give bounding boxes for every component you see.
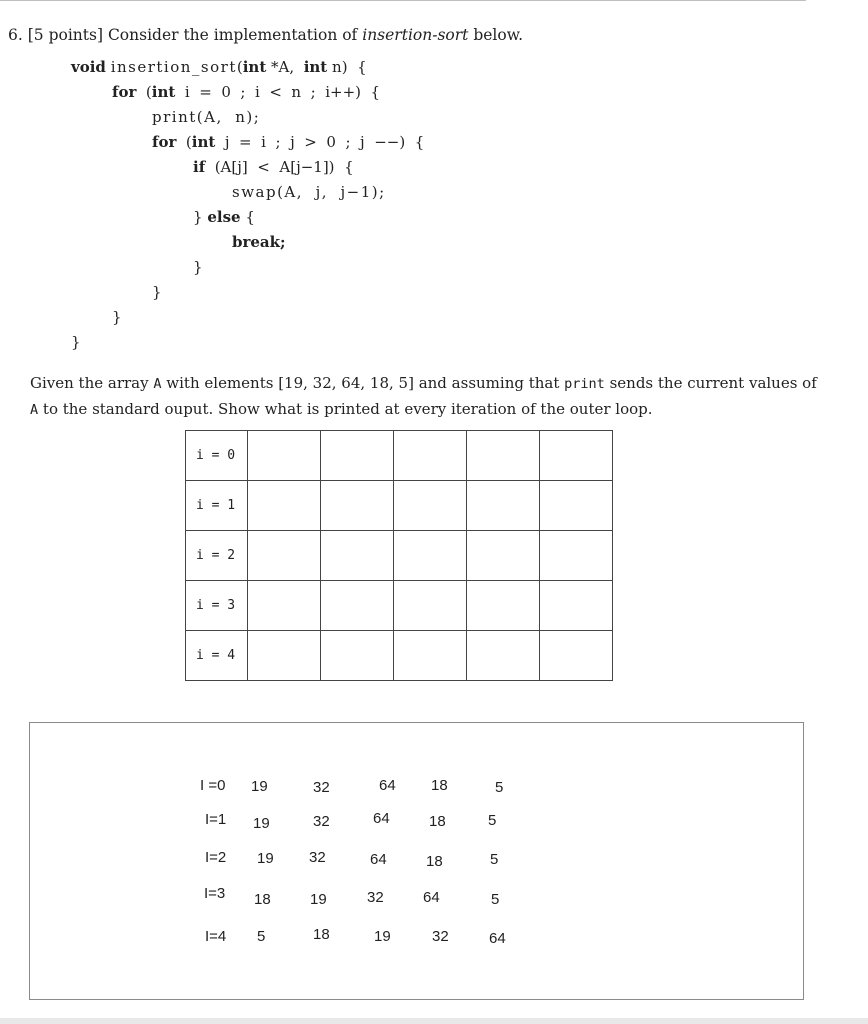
answer-value: 19 <box>257 850 274 867</box>
grid-cell[interactable] <box>248 481 321 531</box>
answer-value: 19 <box>251 778 268 795</box>
answer-value: 5 <box>491 891 500 908</box>
code-keyword: for <box>152 133 177 151</box>
description-text: Given the array <box>30 374 149 392</box>
description-code: A <box>153 376 162 392</box>
code-text: swap(A, j, j−1); <box>232 183 386 201</box>
code-keyword: else <box>207 208 241 226</box>
grid-row <box>186 481 613 531</box>
answer-value: 64 <box>423 889 440 906</box>
code-paren: ( <box>145 83 152 101</box>
description-text: sends the current values of <box>609 374 817 392</box>
grid-cell[interactable] <box>321 581 394 631</box>
code-line-2 <box>112 83 380 101</box>
answer-value: 18 <box>426 853 443 870</box>
grid-row-label: i = 2 <box>186 531 248 581</box>
code-keyword: int <box>242 58 267 76</box>
code-line-6 <box>232 183 386 201</box>
answer-value: 64 <box>489 930 506 947</box>
grid-cell[interactable] <box>248 581 321 631</box>
grid-cell[interactable] <box>540 431 613 481</box>
code-keyword: int <box>191 133 216 151</box>
question-term: insertion-sort <box>362 26 469 44</box>
grid-cell[interactable] <box>248 431 321 481</box>
code-paren: ( <box>236 58 243 76</box>
grid-cell[interactable] <box>321 631 394 681</box>
code-text: j = i ; j > 0 ; j −−) { <box>224 133 425 151</box>
code-text: (A[j] < A[j−1]) { <box>214 158 354 176</box>
grid-cell[interactable] <box>248 531 321 581</box>
code-close-brace: } <box>71 333 81 351</box>
answer-row-label: I=1 <box>205 811 227 828</box>
code-text: print(A, n); <box>152 108 261 126</box>
answer-value: 5 <box>495 779 504 796</box>
grid-cell[interactable] <box>540 631 613 681</box>
code-arg: n) { <box>332 58 367 76</box>
grid-cell[interactable] <box>321 531 394 581</box>
grid-cell[interactable] <box>540 581 613 631</box>
grid-cell[interactable] <box>394 431 467 481</box>
question-number: 6. <box>8 26 23 44</box>
grid-row <box>186 581 613 631</box>
grid-row <box>186 631 613 681</box>
grid-row-label: i = 0 <box>186 431 248 481</box>
code-keyword: if <box>193 158 206 176</box>
description-code: print <box>564 376 605 392</box>
answer-row-label: I=4 <box>205 928 227 945</box>
answer-value: 5 <box>490 851 499 868</box>
answer-value: 19 <box>253 815 270 832</box>
answer-value: 64 <box>379 777 396 794</box>
description-code: A <box>30 402 39 418</box>
code-line-8 <box>232 233 286 251</box>
code-arg: *A, <box>271 58 295 76</box>
grid-cell[interactable] <box>321 481 394 531</box>
grid-cell[interactable] <box>467 631 540 681</box>
grid-cell[interactable] <box>321 431 394 481</box>
description-text: to the standard ouput. Show what is printed at every iteration of the outer loop. <box>42 400 653 418</box>
grid-cell[interactable] <box>540 531 613 581</box>
grid-cell[interactable] <box>467 481 540 531</box>
top-rule <box>0 0 806 1</box>
answer-value: 32 <box>432 928 449 945</box>
code-keyword: int <box>303 58 328 76</box>
question-points: [5 points] <box>27 26 103 44</box>
grid-row-label: i = 4 <box>186 631 248 681</box>
answer-value: 19 <box>310 891 327 908</box>
question-heading <box>8 26 523 44</box>
answer-value: 5 <box>488 812 497 829</box>
answer-value: 32 <box>313 813 330 830</box>
question-text-before: Consider the implementation of <box>107 26 358 44</box>
answer-value: 64 <box>370 851 387 868</box>
answer-value: 5 <box>257 928 266 945</box>
code-paren: ( <box>185 133 192 151</box>
code-line-1 <box>71 58 367 76</box>
answer-value: 18 <box>429 813 446 830</box>
answer-value: 64 <box>373 810 390 827</box>
code-close-brace: } <box>112 308 122 326</box>
code-keyword: int <box>151 83 176 101</box>
grid-cell[interactable] <box>394 581 467 631</box>
answer-box[interactable] <box>29 722 804 1000</box>
answer-row-label: I=2 <box>205 849 227 866</box>
answer-value: 18 <box>313 926 330 943</box>
code-keyword: for <box>112 83 137 101</box>
code-line-5 <box>193 158 354 176</box>
code-text: i = 0 ; i < n ; i++) { <box>184 83 381 101</box>
grid-row <box>186 531 613 581</box>
grid-cell[interactable] <box>467 581 540 631</box>
code-line-4 <box>152 133 424 151</box>
answer-row-label: I =0 <box>200 777 226 794</box>
bottom-bar <box>0 1018 868 1024</box>
grid-cell[interactable] <box>394 531 467 581</box>
problem-description <box>30 371 820 423</box>
answer-value: 18 <box>431 777 448 794</box>
grid-cell[interactable] <box>467 531 540 581</box>
grid-cell[interactable] <box>467 431 540 481</box>
grid-row-label: i = 3 <box>186 581 248 631</box>
code-keyword: void <box>71 58 106 76</box>
answer-value: 18 <box>254 891 271 908</box>
answer-grid <box>185 430 613 681</box>
answer-value: 32 <box>367 889 384 906</box>
code-line-3 <box>152 108 260 126</box>
answer-value: 32 <box>309 849 326 866</box>
grid-row <box>186 431 613 481</box>
code-close-brace: } <box>193 258 203 276</box>
grid-row-label: i = 1 <box>186 481 248 531</box>
answer-value: 32 <box>313 779 330 796</box>
grid-cell[interactable] <box>540 481 613 531</box>
grid-cell[interactable] <box>248 631 321 681</box>
code-keyword: break; <box>232 233 286 251</box>
grid-cell[interactable] <box>394 631 467 681</box>
code-close-brace: } <box>152 283 162 301</box>
code-function-name: insertion_sort <box>110 58 237 76</box>
question-text-after: below. <box>473 26 524 44</box>
code-brace: } <box>193 208 203 226</box>
description-text: with elements [19, 32, 64, 18, 5] and assuming that <box>166 374 560 392</box>
code-brace: { <box>245 208 255 226</box>
answer-row-label: I=3 <box>204 885 226 902</box>
answer-value: 19 <box>374 928 391 945</box>
grid-cell[interactable] <box>394 481 467 531</box>
code-line-7 <box>193 208 255 226</box>
